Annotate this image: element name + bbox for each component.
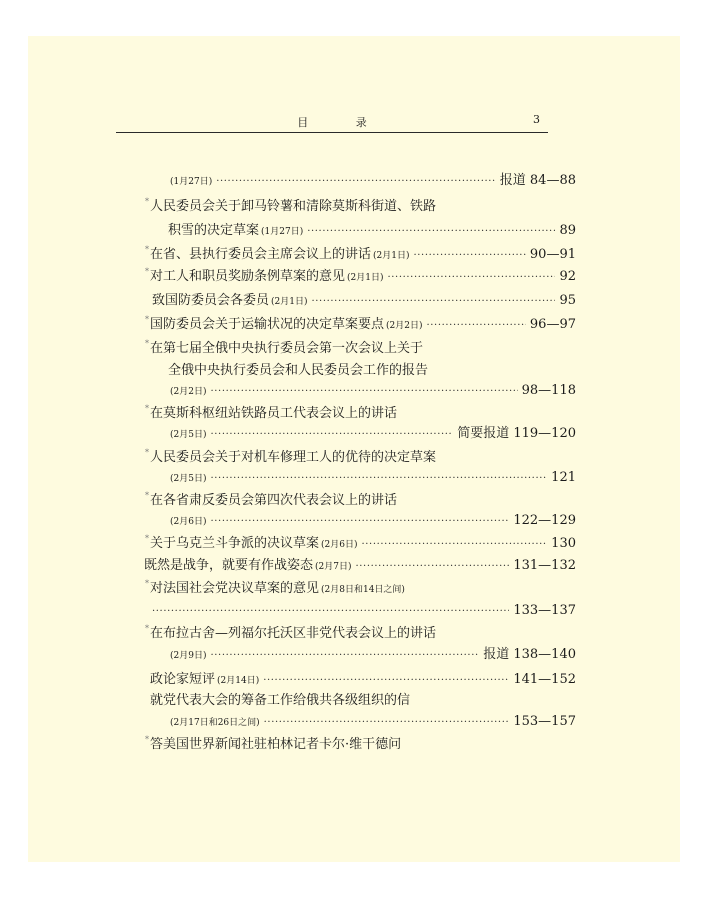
toc-entry-pages: 95 <box>559 293 576 308</box>
header-title: 目 录 <box>297 116 389 129</box>
dot-leader <box>312 291 556 313</box>
toc-entry-date: (2月2日) <box>386 321 423 331</box>
toc-entry-date: (2月8日和14日之间) <box>321 585 405 595</box>
dot-leader <box>210 511 509 533</box>
dot-leader <box>216 171 496 193</box>
toc-entry-pages: 122—129 <box>513 513 576 528</box>
toc-entry-date: (2月2日) <box>170 387 207 397</box>
annotation-mark-icon: * <box>145 534 149 543</box>
toc-entry-date: (2月14日) <box>217 676 260 686</box>
toc-entry-title: 就党代表大会的筹备工作给俄共各级组织的信 <box>150 693 411 708</box>
annotation-mark-icon: * <box>145 339 149 348</box>
toc-entry[interactable] <box>168 711 576 733</box>
toc-entry-pages: 98—118 <box>521 383 576 398</box>
annotation-mark-icon: * <box>145 404 149 413</box>
toc-entry-title: 国防委员会关于运输状况的决定草案要点 <box>150 317 385 332</box>
dot-leader <box>152 601 509 623</box>
toc-entry[interactable] <box>150 690 410 712</box>
toc-entry-date: (2月9日) <box>170 651 207 661</box>
toc-entry-title: 答美国世界新闻社驻柏林记者卡尔·维干德问 <box>150 737 402 752</box>
toc-entry[interactable] <box>145 734 402 756</box>
toc-entry-date: (2月7日) <box>315 562 352 572</box>
toc-entry[interactable] <box>168 423 576 445</box>
dot-leader <box>210 468 547 490</box>
dot-leader <box>263 670 509 692</box>
toc-entry[interactable] <box>144 555 576 577</box>
toc-entry-title: 在布拉古舍—列福尔托沃区非党代表会议上的讲话 <box>150 626 437 641</box>
toc-entry-date: (2月6日) <box>321 540 358 550</box>
toc-entry-date: (2月1日) <box>271 297 308 307</box>
toc-entry-title: 对法国社会党决议草案的意见 <box>150 581 320 596</box>
toc-entry-pages: 90—91 <box>529 247 576 262</box>
toc-entry[interactable] <box>145 403 398 425</box>
toc-entry[interactable] <box>145 533 576 555</box>
toc-entry-title: 关于乌克兰斗争派的决议草案 <box>150 536 320 551</box>
toc-entry-title: 全俄中央执行委员会和人民委员会工作的报告 <box>168 363 429 378</box>
toc-entry-date: (2月5日) <box>170 474 207 484</box>
toc-entry-pages: 153—157 <box>513 714 576 729</box>
toc-entry-title: 积雪的决定草案 <box>168 223 260 238</box>
toc-entry-pages: 96—97 <box>529 317 576 332</box>
toc-entry-pages: 131—132 <box>513 558 576 573</box>
toc-entry-date: (2月5日) <box>170 430 207 440</box>
dot-leader <box>210 424 453 446</box>
toc-entry-title: 人民委员会关于对机车修理工人的优待的决定草案 <box>150 450 437 465</box>
toc-entry-title: 在各省肃反委员会第四次代表会议上的讲话 <box>150 493 398 508</box>
toc-entry-pages: 89 <box>559 223 576 238</box>
running-header <box>116 110 548 133</box>
toc-entry-pages: 报道 138—140 <box>483 647 576 662</box>
toc-entry-pages: 141—152 <box>513 672 576 687</box>
dot-leader <box>388 267 556 289</box>
dot-leader <box>362 534 548 556</box>
toc-entry[interactable] <box>168 360 428 382</box>
toc-entry[interactable] <box>145 338 424 360</box>
toc-entry-title: 在第七届全俄中央执行委员会第一次会议上关于 <box>150 341 424 356</box>
toc-entry-date: (2月17日和26日之间) <box>170 718 260 728</box>
dot-leader <box>414 245 526 267</box>
dot-leader <box>264 712 510 734</box>
toc-entry[interactable] <box>168 380 576 402</box>
toc-entry[interactable] <box>145 314 576 336</box>
toc-entry[interactable] <box>148 600 576 622</box>
dot-leader <box>210 645 479 667</box>
toc-entry[interactable] <box>145 623 437 645</box>
toc-entry-date: (1月27日) <box>170 177 213 187</box>
annotation-mark-icon: * <box>145 491 149 500</box>
header-page-number: 3 <box>533 113 540 126</box>
toc-entry-title: 在莫斯科枢纽站铁路员工代表会议上的讲话 <box>150 406 398 421</box>
toc-entry-date: (2月1日) <box>347 273 384 283</box>
dot-leader <box>427 315 526 337</box>
toc-entry-title: 对工人和职员奖励条例草案的意见 <box>150 269 346 284</box>
toc-entry-pages: 121 <box>551 470 576 485</box>
annotation-mark-icon: * <box>145 267 149 276</box>
toc-entry-title: 致国防委员会各委员 <box>152 293 270 308</box>
toc-entry[interactable] <box>145 447 437 469</box>
toc-entry-pages: 简要报道 119—120 <box>457 426 576 441</box>
toc-entry-title: 政论家短评 <box>150 672 216 687</box>
toc-entry-date: (2月6日) <box>170 517 207 527</box>
annotation-mark-icon: * <box>145 579 149 588</box>
toc-entry[interactable] <box>145 578 405 600</box>
toc-entry[interactable] <box>152 290 576 312</box>
toc-entry[interactable] <box>150 669 576 691</box>
toc-entry-pages: 报道 84—88 <box>499 173 576 188</box>
annotation-mark-icon: * <box>145 735 149 744</box>
dot-leader <box>307 221 555 243</box>
toc-entry[interactable] <box>145 244 576 266</box>
annotation-mark-icon: * <box>145 245 149 254</box>
toc-entry[interactable] <box>168 510 576 532</box>
annotation-mark-icon: * <box>145 624 149 633</box>
toc-entry-title: 既然是战争，就要有作战姿态 <box>144 558 314 573</box>
toc-entry-pages: 133—137 <box>513 603 576 618</box>
toc-entry[interactable] <box>168 220 576 242</box>
toc-entry-date: (2月1日) <box>373 251 410 261</box>
annotation-mark-icon: * <box>145 315 149 324</box>
dot-leader <box>210 381 517 403</box>
toc-entry-pages: 130 <box>551 536 576 551</box>
toc-entry[interactable] <box>168 467 576 489</box>
toc-entry[interactable] <box>145 196 437 218</box>
toc-entry-date: (1月27日) <box>261 227 304 237</box>
toc-entry-title: 在省、县执行委员会主席会议上的讲话 <box>150 247 372 262</box>
toc-entry[interactable] <box>168 644 576 666</box>
toc-entry-title: 人民委员会关于卸马铃薯和清除莫斯科街道、铁路 <box>150 199 437 214</box>
toc-entry-pages: 92 <box>559 269 576 284</box>
toc-entry[interactable] <box>168 170 576 192</box>
dot-leader <box>356 556 510 578</box>
toc-entry[interactable] <box>145 266 576 288</box>
annotation-mark-icon: * <box>145 197 149 206</box>
toc-entry[interactable] <box>145 490 398 512</box>
annotation-mark-icon: * <box>145 448 149 457</box>
